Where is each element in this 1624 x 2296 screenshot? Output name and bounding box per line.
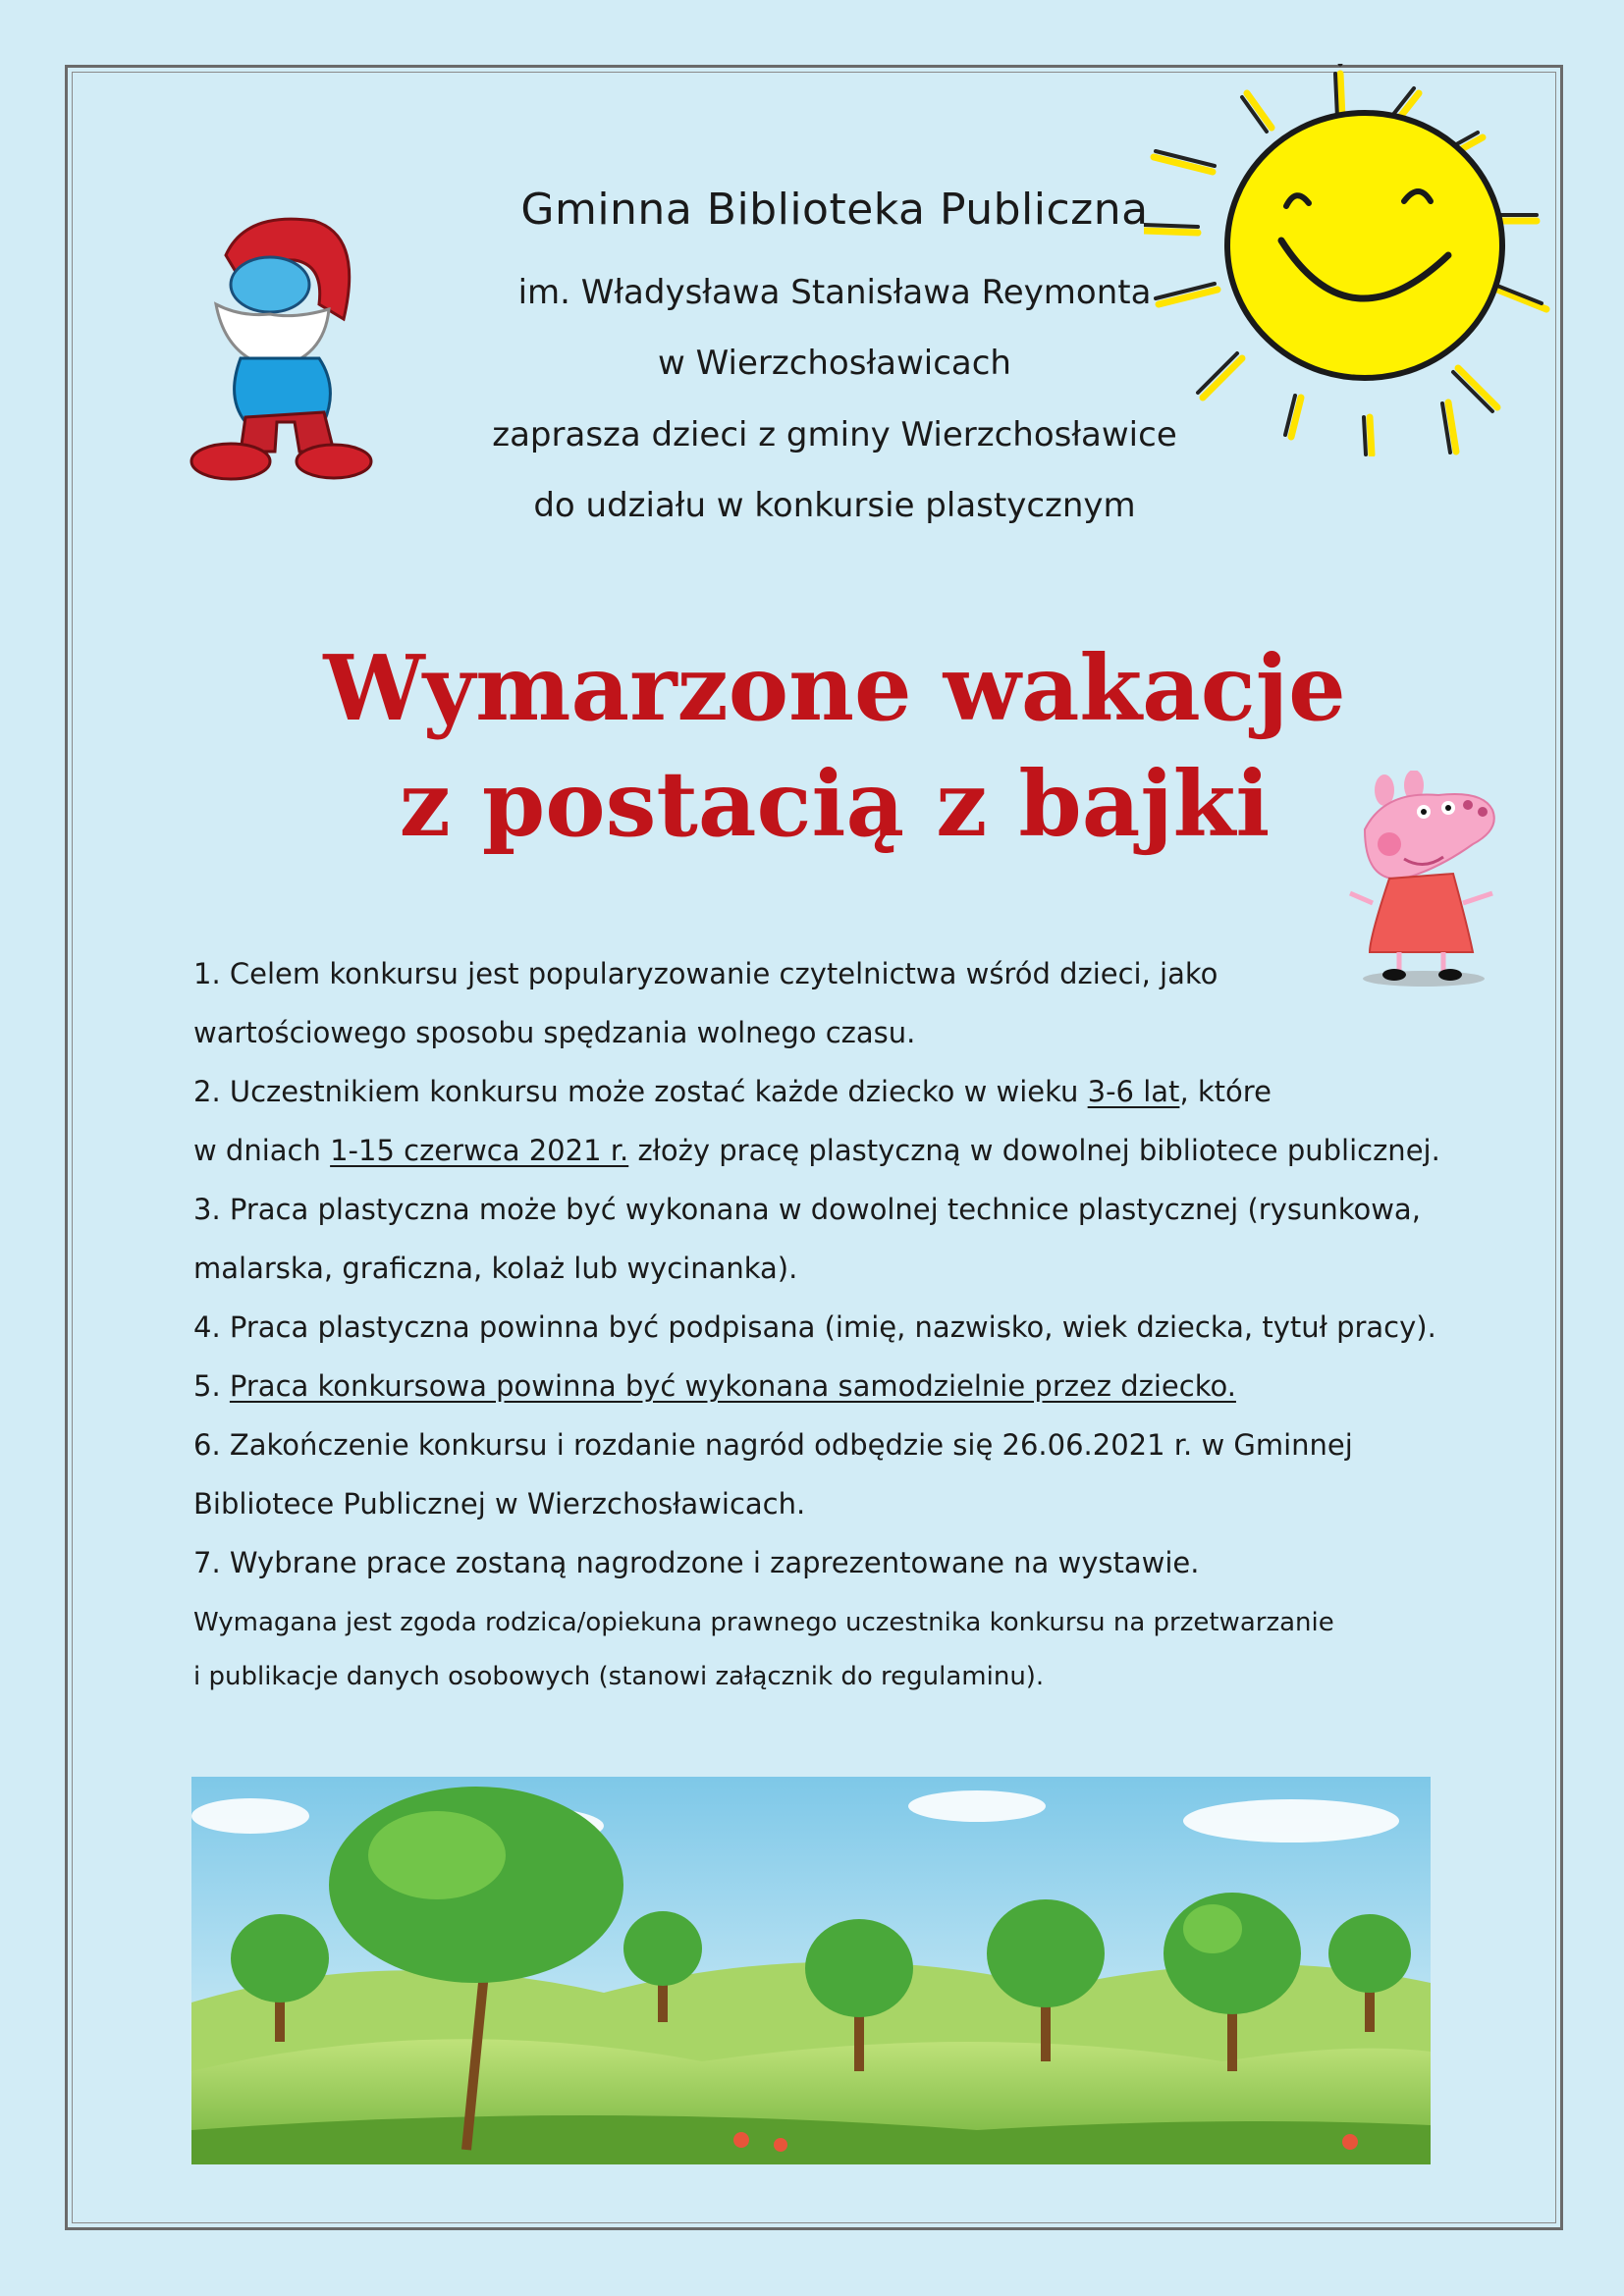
rule-1a: 1. Celem konkursu jest popularyzowanie czytelnictwa wśród dzieci, jako [193, 957, 1218, 990]
rule-5-text: Praca konkursowa powinna być wykonana samodzielnie przez dziecko. [229, 1369, 1236, 1403]
library-patron: im. Władysława Stanisława Reymonta [517, 273, 1152, 312]
rule-3a: 3. Praca plastyczna może być wykonana w dowolnej technice plastycznej (rysunkowa, [193, 1193, 1421, 1226]
library-name: Gminna Biblioteka Publiczna [520, 185, 1149, 235]
rule-2b-end: złoży pracę plastyczną w dowolnej bibliotece publicznej. [628, 1134, 1440, 1167]
contest-rules [193, 944, 1509, 1592]
rule-2b [193, 1121, 1509, 1180]
consent-note-line-1: Wymagana jest zgoda rodzica/opiekuna prawnego uczestnika konkursu na przetwarzanie [193, 1608, 1334, 1637]
consent-note [193, 1596, 1470, 1704]
contest-title-line-1: Wymarzone wakacje [323, 635, 1346, 741]
contest-title-line-2: z postacią z bajki [399, 751, 1271, 857]
contest-title [245, 630, 1424, 862]
submission-dates: 1-15 czerwca 2021 r. [330, 1134, 629, 1167]
rule-1b: wartościowego sposobu spędzania wolnego czasu. [193, 1016, 916, 1049]
rule-6b: Bibliotece Publicznej w Wierzchosławicach. [193, 1487, 806, 1521]
rule-3b: malarska, graficzna, kolaż lub wycinanka). [193, 1252, 798, 1285]
invitation-line: zaprasza dzieci z gminy Wierzchosławice [492, 415, 1177, 454]
invitation-line-2: do udziału w konkursie plastycznym [533, 486, 1136, 525]
rule-5 [193, 1357, 1509, 1415]
rule-5-number: 5. [193, 1369, 230, 1403]
consent-note-line-2: i publikacje danych osobowych (stanowi załącznik do regulaminu). [193, 1662, 1045, 1691]
age-range: 3-6 lat [1087, 1075, 1180, 1108]
library-location: w Wierzchosławicach [658, 344, 1011, 383]
landscape-illustration [191, 1777, 1431, 2164]
sun-illustration [1144, 64, 1576, 456]
rule-4: 4. Praca plastyczna powinna być podpisana (imię, nazwisko, wiek dziecka, tytuł pracy). [193, 1310, 1436, 1344]
rule-2a-end: , które [1179, 1075, 1272, 1108]
rule-7: 7. Wybrane prace zostaną nagrodzone i zaprezentowane na wystawie. [193, 1546, 1200, 1579]
rule-2a [193, 1062, 1509, 1121]
rule-2a-text: 2. Uczestnikiem konkursu może zostać każde dziecko w wieku [193, 1075, 1088, 1108]
rule-2b-text: w dniach [193, 1134, 331, 1167]
rule-6a: 6. Zakończenie konkursu i rozdanie nagród odbędzie się 26.06.2021 r. w Gminnej [193, 1428, 1353, 1462]
smurf-illustration [187, 211, 373, 486]
